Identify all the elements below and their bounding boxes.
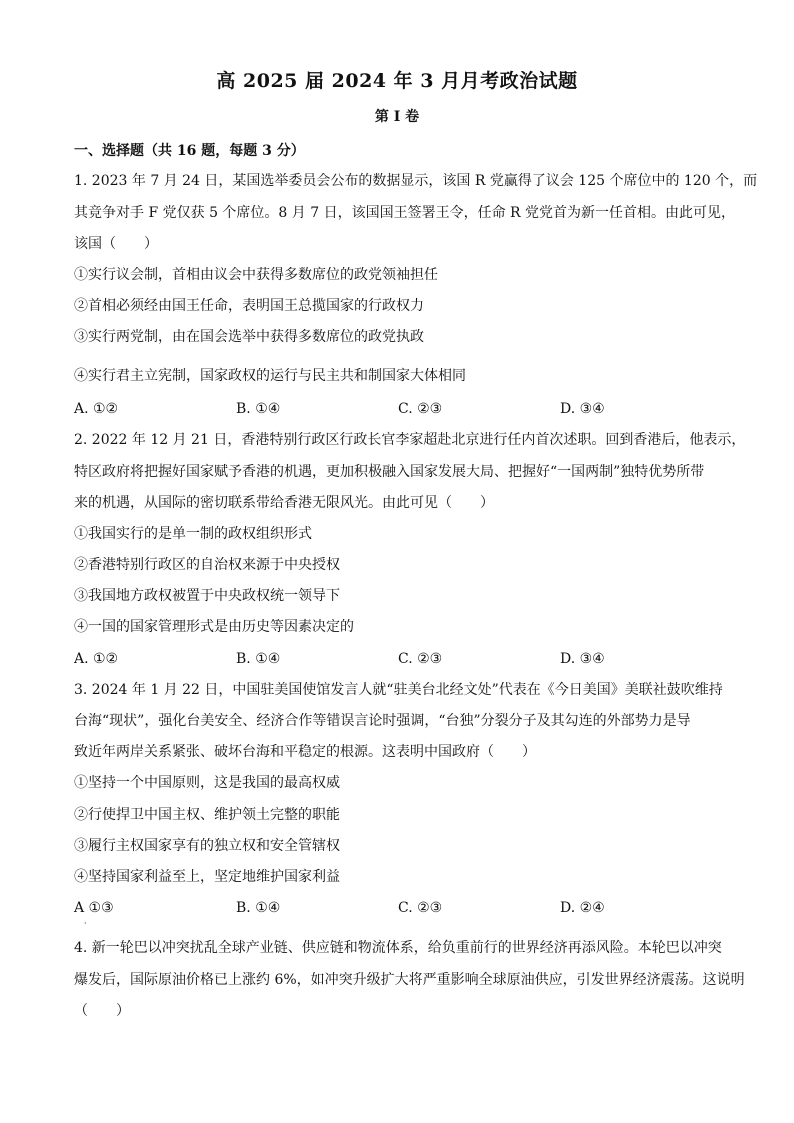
option-c: C. ②③ xyxy=(398,651,443,667)
q1-statement: ④实行君主立宪制，国家政权的运行与民主共和制国家大体相同 xyxy=(74,368,466,384)
q2-options xyxy=(74,649,734,669)
q1-options xyxy=(74,399,734,419)
q1-statement: ②首相必须经由国王任命，表明国王总揽国家的行政权力 xyxy=(74,298,424,314)
option-c: C. ②③ xyxy=(398,401,443,417)
stray-dot-mark: · xyxy=(84,919,87,928)
q4-stem-line: （ ） xyxy=(74,1003,130,1019)
option-a: A ①③ xyxy=(74,900,114,916)
q3-statement: ①坚持一个中国原则，这是我国的最高权威 xyxy=(74,775,340,791)
q1-stem-line: 1. 2023 年 7 月 24 日，某国选举委员会公布的数据显示，该国 R 党赢得了议会 125 个席位中的 120 个，而 xyxy=(74,173,758,189)
q4-stem-line: 4. 新一轮巴以冲突扰乱全球产业链、供应链和物流体系，给负重前行的世界经济再添风险。本轮巴以冲突 xyxy=(74,940,722,956)
q1-stem-line: 其竞争对手 F 党仅获 5 个席位。8 月 7 日，该国国王签署王令，任命 R 党党首为新一任首相。由此可见， xyxy=(74,205,736,221)
option-b: B. ①④ xyxy=(236,900,281,916)
q3-stem-line: 3. 2024 年 1 月 22 日，中国驻美国使馆发言人就“驻美台北经文处”代表在《今日美国》美联社鼓吹维持 xyxy=(74,682,723,698)
section-heading: 一、选择题（共 16 题，每题 3 分） xyxy=(74,143,305,159)
option-a: A. ①② xyxy=(74,651,119,667)
q3-options xyxy=(74,898,734,918)
q3-statement: ②行使捍卫中国主权、维护领土完整的职能 xyxy=(74,807,340,823)
volume-label: 第 I 卷 xyxy=(374,109,420,125)
q3-stem-line: 台海“现状”，强化台美安全、经济合作等错误言论时强调，“台独”分裂分子及其勾连的外部势力是导 xyxy=(74,713,691,729)
q3-statement: ③履行主权国家享有的独立权和安全管辖权 xyxy=(74,838,340,854)
option-b: B. ①④ xyxy=(236,401,281,417)
option-a: A. ①② xyxy=(74,401,119,417)
q4-stem-line: 爆发后，国际原油价格已上涨约 6%，如冲突升级扩大将严重影响全球原油供应，引发世界经济震荡。这说明 xyxy=(74,972,745,988)
q2-statement: ②香港特别行政区的自治权来源于中央授权 xyxy=(74,557,340,573)
q3-stem-line: 致近年两岸关系紧张、破坏台海和平稳定的根源。这表明中国政府（ ） xyxy=(74,744,536,760)
q1-stem-line: 该国（ ） xyxy=(74,236,158,252)
q2-stem-line: 2. 2022 年 12 月 21 日，香港特别行政区行政长官李家超赴北京进行任内首次述职。回到香港后，他表示， xyxy=(74,432,746,448)
q2-statement: ①我国实行的是单一制的政权组织形式 xyxy=(74,526,312,542)
option-c: C. ②③ xyxy=(398,900,443,916)
q2-statement: ④一国的国家管理形式是由历史等因素决定的 xyxy=(74,619,354,635)
option-d: D. ③④ xyxy=(560,651,605,667)
q2-statement: ③我国地方政权被置于中央政权统一领导下 xyxy=(74,588,340,604)
option-d: D. ②④ xyxy=(560,900,605,916)
q1-statement: ①实行议会制，首相由议会中获得多数席位的政党领袖担任 xyxy=(74,267,438,283)
q3-statement: ④坚持国家利益至上，坚定地维护国家利益 xyxy=(74,869,340,885)
page-title: 高 2025 届 2024 年 3 月月考政治试题 xyxy=(216,70,578,92)
option-d: D. ③④ xyxy=(560,401,605,417)
q1-statement: ③实行两党制，由在国会选举中获得多数席位的政党执政 xyxy=(74,329,424,345)
option-b: B. ①④ xyxy=(236,651,281,667)
q2-stem-line: 来的机遇，从国际的密切联系带给香港无限风光。由此可见（ ） xyxy=(74,495,494,511)
q2-stem-line: 特区政府将把握好国家赋予香港的机遇，更加积极融入国家发展大局、把握好“一国两制”独特优势所带 xyxy=(74,464,705,480)
